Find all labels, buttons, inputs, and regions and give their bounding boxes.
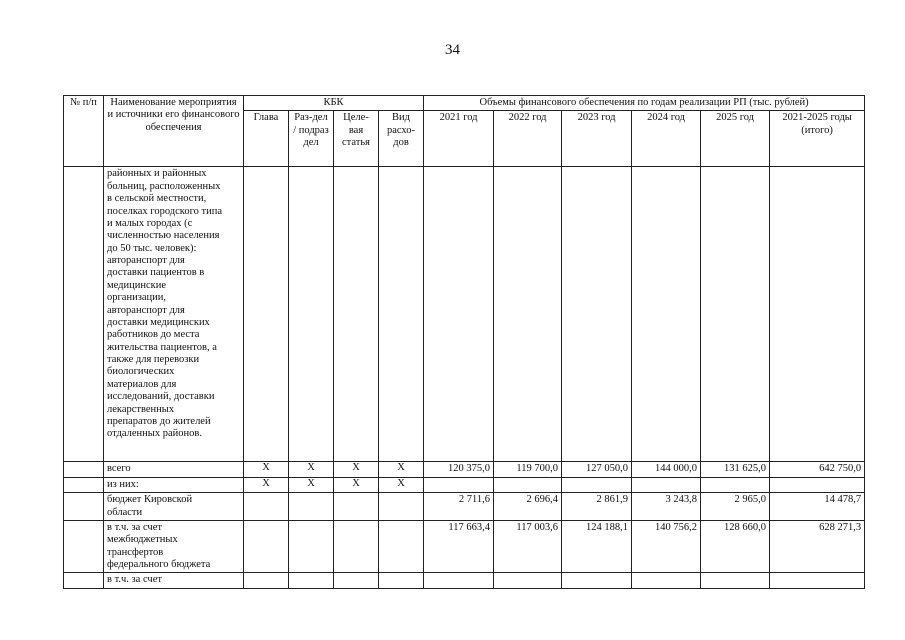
table-row <box>64 573 865 588</box>
kbk-cell: X <box>334 462 379 477</box>
row-name: в т.ч. за счет межбюджетных трансфертов федерального бюджета <box>104 520 244 573</box>
page-number: 34 <box>445 42 460 58</box>
kbk-cell: X <box>334 477 379 492</box>
value-cell: 124 188,1 <box>562 520 632 573</box>
kbk-cell: X <box>379 462 424 477</box>
table-row <box>64 167 865 462</box>
funding-table <box>63 95 865 589</box>
row-name: бюджет Кировской области <box>104 493 244 521</box>
value-cell: 117 003,6 <box>494 520 562 573</box>
value-cell: 14 478,7 <box>770 493 865 521</box>
header-year: 2022 год <box>494 111 562 167</box>
header-year-total: 2021-2025 годы (итого) <box>770 111 865 167</box>
table-row <box>64 462 865 477</box>
value-cell: 117 663,4 <box>424 520 494 573</box>
header-year: 2023 год <box>562 111 632 167</box>
kbk-cell: X <box>244 477 289 492</box>
header-name: Наименование мероприятия и источники его финансового обеспечения <box>104 96 244 167</box>
value-cell: 2 861,9 <box>562 493 632 521</box>
table-row <box>64 477 865 492</box>
value-cell: 3 243,8 <box>632 493 701 521</box>
row-name: всего <box>104 462 244 477</box>
value-cell: 119 700,0 <box>494 462 562 477</box>
header-kbk-col: Вид расхо-дов <box>379 111 424 167</box>
value-cell: 127 050,0 <box>562 462 632 477</box>
value-cell: 2 696,4 <box>494 493 562 521</box>
table-row <box>64 493 865 521</box>
value-cell: 144 000,0 <box>632 462 701 477</box>
row-name: в т.ч. за счет <box>104 573 244 588</box>
header-kbk-col: Целе-вая статья <box>334 111 379 167</box>
value-cell: 642 750,0 <box>770 462 865 477</box>
value-cell: 2 965,0 <box>701 493 770 521</box>
header-year: 2025 год <box>701 111 770 167</box>
value-cell: 131 625,0 <box>701 462 770 477</box>
value-cell: 140 756,2 <box>632 520 701 573</box>
kbk-cell: X <box>289 462 334 477</box>
kbk-cell: X <box>379 477 424 492</box>
header-funding: Объемы финансового обеспечения по годам реализации РП (тыс. рублей) <box>424 96 865 111</box>
kbk-cell: X <box>289 477 334 492</box>
header-kbk-col: Раз-дел / подраз дел <box>289 111 334 167</box>
value-cell: 2 711,6 <box>424 493 494 521</box>
row-name: районных и районных больниц, расположенных в сельской местности, поселках городского типа и малых городах (с численностью населения до 50 тыс. человек): авторанспорт для доставки пациентов в медицинские организации, авторанспорт для доставки медицинских работников до места жительства пациентов, а также для перевозки биологических материалов для исследований, доставки лекарственных препаратов до жителей отдаленных районов. <box>104 167 244 462</box>
value-cell: 128 660,0 <box>701 520 770 573</box>
value-cell: 628 271,3 <box>770 520 865 573</box>
row-name: из них: <box>104 477 244 492</box>
header-year: 2021 год <box>424 111 494 167</box>
header-num: № п/п <box>64 96 104 167</box>
header-kbk-col: Глава <box>244 111 289 167</box>
value-cell: 120 375,0 <box>424 462 494 477</box>
table-row <box>64 520 865 573</box>
header-year: 2024 год <box>632 111 701 167</box>
header-kbk: КБК <box>244 96 424 111</box>
kbk-cell: X <box>244 462 289 477</box>
